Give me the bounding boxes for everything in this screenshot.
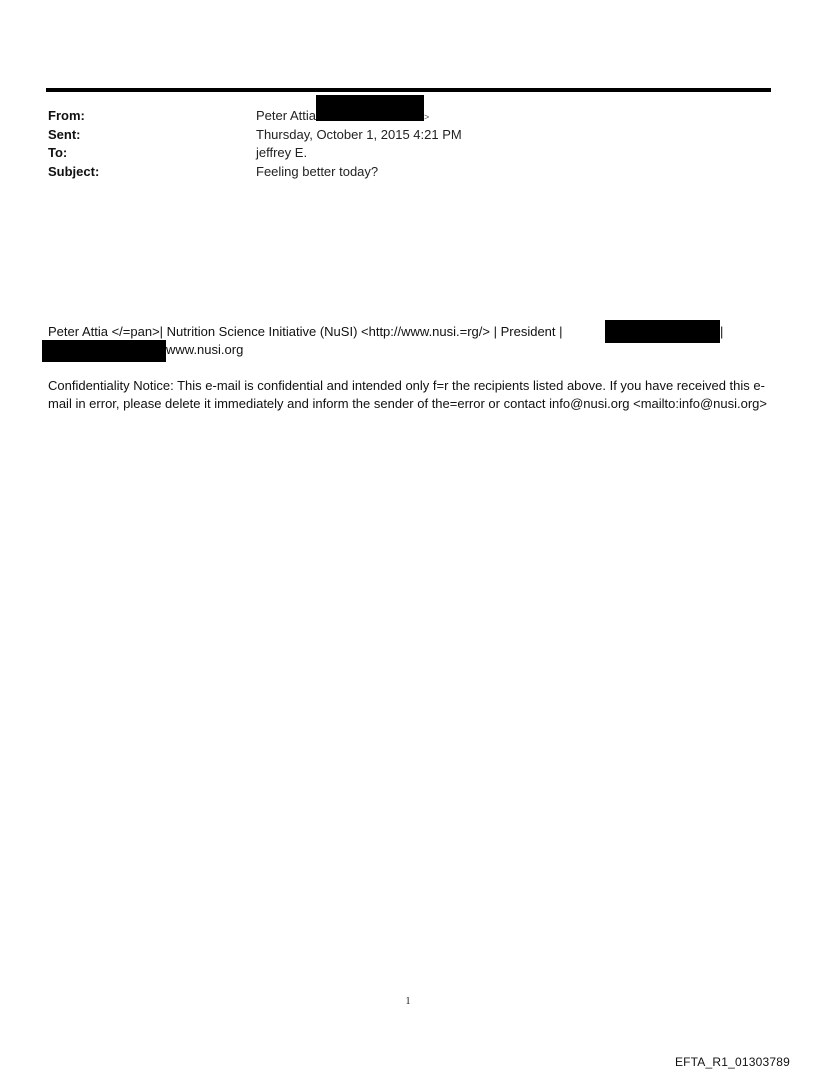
subject-value: Feeling better today? (256, 163, 379, 179)
from-label: From: (48, 108, 85, 123)
redaction-block (316, 95, 424, 121)
header-divider (46, 88, 771, 92)
confidentiality-notice (48, 377, 768, 413)
document-id: EFTA_R1_01303789 (674, 1055, 790, 1069)
email-signature (48, 323, 768, 359)
to-value: jeffrey E. (256, 145, 308, 160)
page-number: 1 (405, 996, 411, 1007)
from-trail: > (423, 112, 430, 122)
signature-line-2 (48, 341, 768, 359)
notice-text: Confidentiality Notice: This e-mail is confidential and intended only f=r the recipients listed above. If you have received this e-mail in error, please delete it immediately and inform the sender of the=error or contact info@nusi.org <mailto:info@nusi.org> (48, 378, 768, 411)
signature-text: Peter Attia </=pan>| Nutrition Science Initiative (NuSI) <http://www.nusi.=rg/> | President | (48, 324, 563, 339)
sent-value: Thursday, October 1, 2015 4:21 PM (256, 126, 462, 142)
redaction-block (605, 320, 720, 343)
to-label: To: (48, 145, 68, 160)
website-link[interactable]: www.nusi.org (166, 342, 244, 357)
redaction-block (42, 340, 166, 362)
signature-separator: | (720, 324, 724, 339)
signature-line-1 (48, 323, 768, 341)
subject-label: Subject: (48, 163, 100, 179)
from-value (256, 107, 429, 127)
from-name: Peter Attia (256, 108, 316, 123)
sent-label: Sent: (48, 126, 81, 142)
